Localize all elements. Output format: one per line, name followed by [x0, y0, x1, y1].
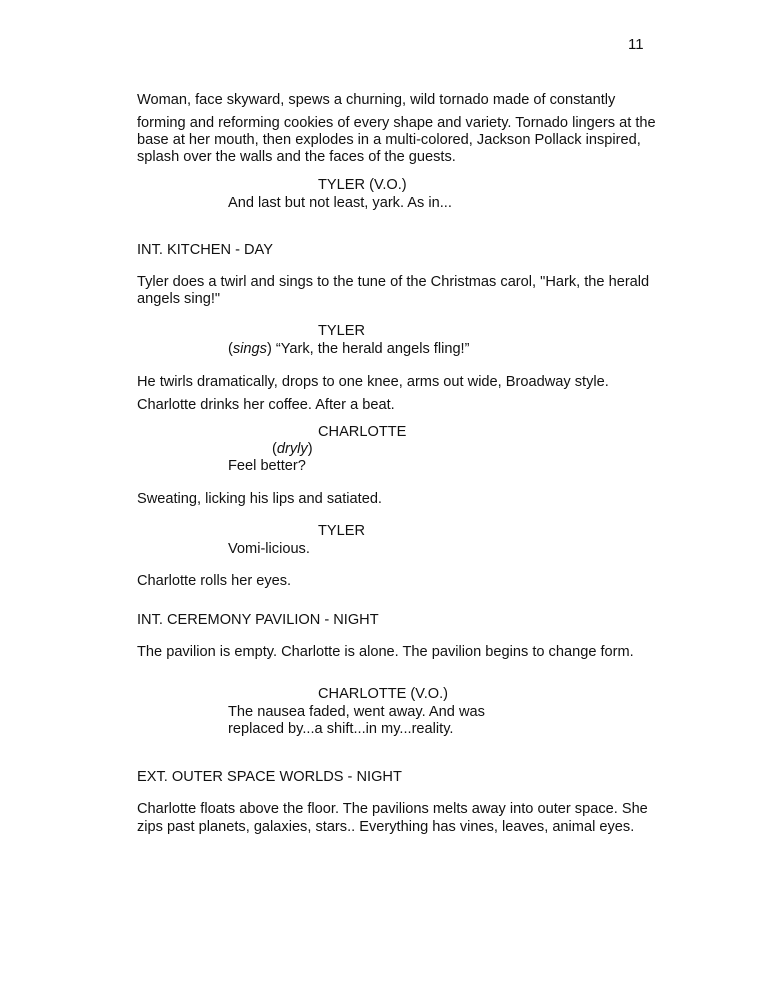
action-line: Woman, face skyward, spews a churning, wild tornado made of constantly: [137, 92, 616, 108]
action-line: Sweating, licking his lips and satiated.: [137, 491, 382, 507]
action-line: Charlotte rolls her eyes.: [137, 573, 292, 589]
action-line: splash over the walls and the faces of the guests.: [137, 149, 456, 165]
scene-heading: INT. CEREMONY PAVILION - NIGHT: [137, 612, 379, 628]
dialogue-line: Feel better?: [228, 458, 306, 474]
character-name: CHARLOTTE (V.O.): [318, 686, 449, 702]
parenthetical: sings: [232, 341, 267, 357]
action-line: He twirls dramatically, drops to one knee, arms out wide, Broadway style.: [137, 374, 609, 390]
character-name: TYLER: [318, 323, 366, 339]
action-line: zips past planets, galaxies, stars.. Everything has vines, leaves, animal eyes.: [137, 819, 635, 835]
page-number: 11: [628, 36, 644, 53]
action-line: The pavilion is empty. Charlotte is alone. The pavilion begins to change form.: [137, 644, 634, 660]
dialogue-line: (sings) “Yark, the herald angels fling!”: [228, 341, 470, 357]
action-line: Charlotte floats above the floor. The pavilions melts away into outer space. She: [137, 801, 648, 817]
action-line: Tyler does a twirl and sings to the tune of the Christmas carol, "Hark, the herald: [137, 274, 650, 290]
character-name: TYLER: [318, 523, 366, 539]
character-name: TYLER (V.O.): [318, 177, 407, 193]
dialogue-text: “Yark, the herald angels fling!”: [275, 341, 470, 357]
parenthetical: dryly: [276, 441, 308, 457]
dialogue-line: The nausea faded, went away. And was: [228, 704, 485, 720]
action-line: angels sing!": [137, 291, 221, 307]
parenthetical-line: (dryly): [272, 441, 313, 457]
character-name: CHARLOTTE: [318, 424, 407, 440]
action-line: Charlotte drinks her coffee. After a beat.: [137, 397, 395, 413]
dialogue-line: Vomi-licious.: [228, 541, 310, 557]
dialogue-line: replaced by...a shift...in my...reality.: [228, 721, 454, 737]
action-line: forming and reforming cookies of every shape and variety. Tornado lingers at the: [137, 115, 656, 131]
action-line: base at her mouth, then explodes in a multi-colored, Jackson Pollack inspired,: [137, 132, 641, 148]
scene-heading: EXT. OUTER SPACE WORLDS - NIGHT: [137, 769, 402, 785]
scene-heading: INT. KITCHEN - DAY: [137, 242, 273, 258]
dialogue-line: And last but not least, yark. As in...: [228, 195, 452, 211]
